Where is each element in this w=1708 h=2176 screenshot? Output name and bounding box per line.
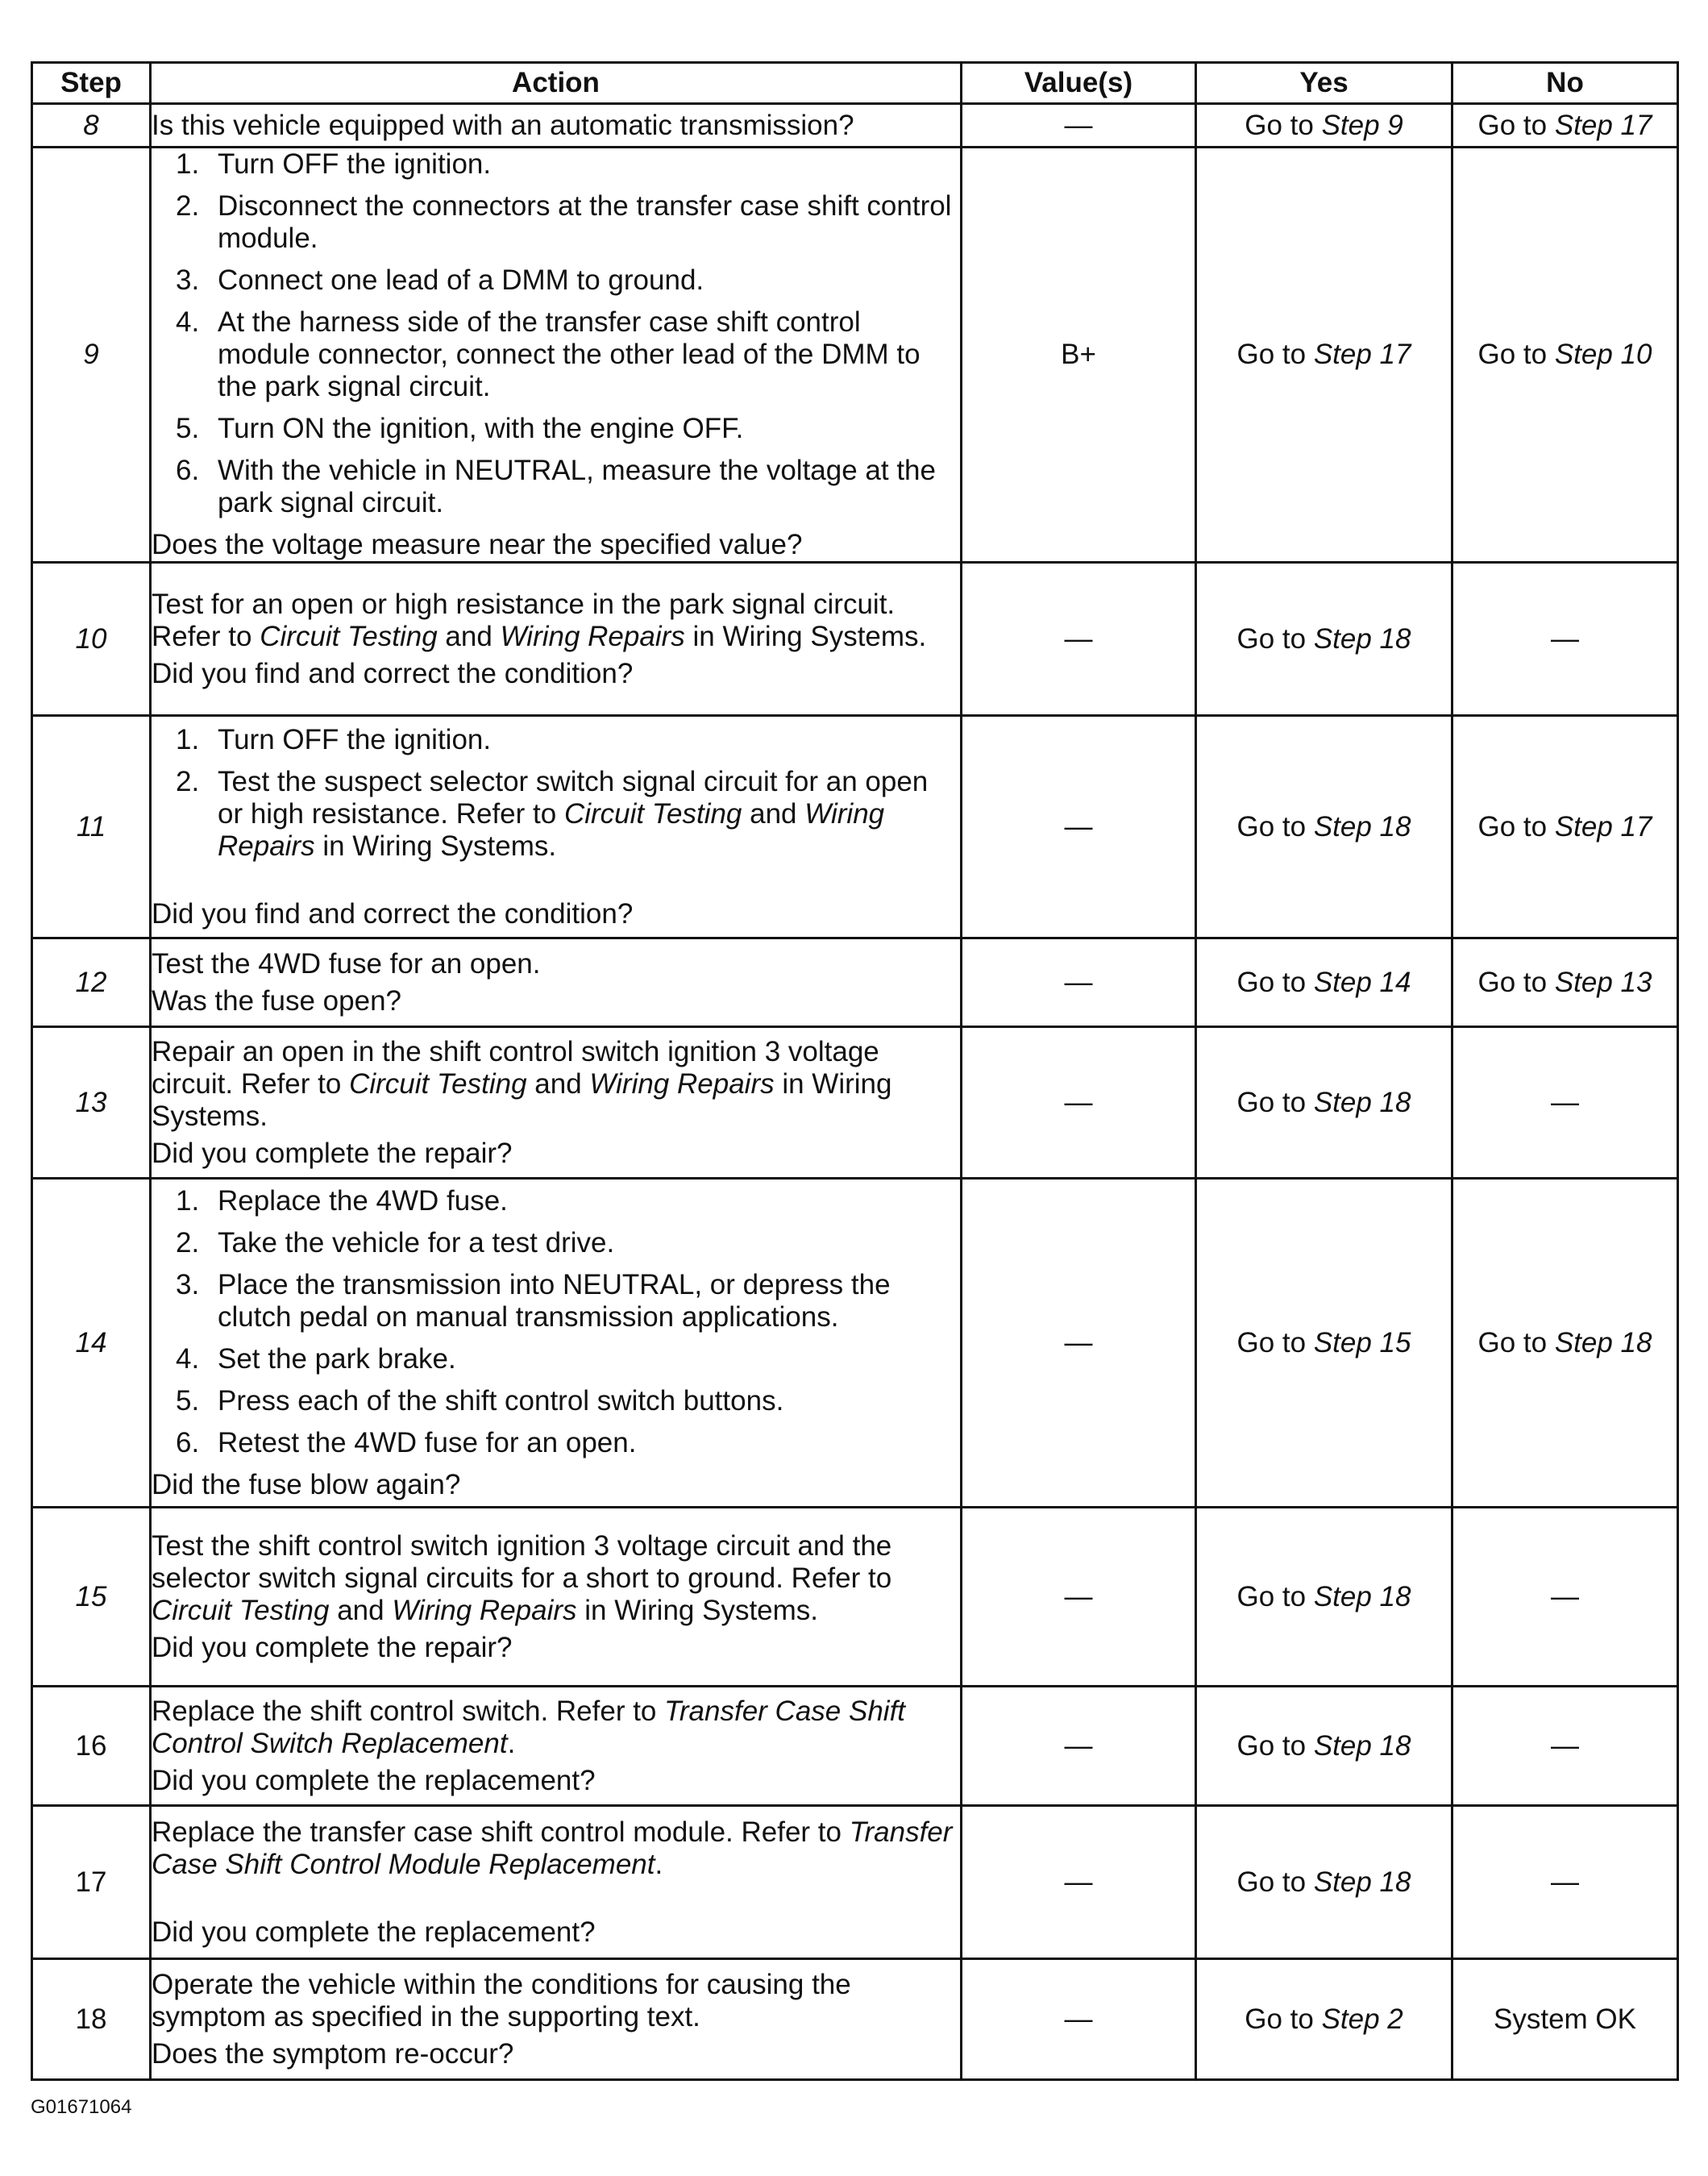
text-segment: Test for an open or high resistance in the park signal circuit. Refer to <box>152 588 896 652</box>
procedure-step-text <box>218 1227 614 1259</box>
procedure-step <box>152 1269 960 1333</box>
value-cell: — <box>962 1179 1196 1508</box>
text-segment: — <box>1551 1866 1579 1898</box>
no-cell <box>1452 1687 1678 1806</box>
yes-cell <box>1196 563 1452 716</box>
text-segment: Go to <box>1245 2003 1322 2035</box>
procedure-step <box>152 1185 960 1217</box>
no-cell <box>1452 938 1678 1027</box>
procedure-step-text <box>218 1343 456 1375</box>
reference-italic: Transfer Case Shift Control Module Replacement <box>152 1816 953 1880</box>
text-segment: Turn OFF the ignition. <box>218 148 492 180</box>
step-number: 10 <box>32 563 151 716</box>
text-segment: Connect one lead of a DMM to ground. <box>218 264 704 296</box>
text-segment: — <box>1551 1086 1579 1118</box>
text-segment: Go to <box>1477 1326 1555 1358</box>
reference-italic: Circuit Testing <box>563 797 742 830</box>
procedure-step <box>152 724 960 756</box>
step-number: 9 <box>32 148 151 563</box>
value-cell: — <box>962 1687 1196 1806</box>
table-row <box>32 1687 1678 1806</box>
text-segment: Go to <box>1477 810 1555 843</box>
text-segment: Go to <box>1236 622 1314 655</box>
value-cell: — <box>962 1027 1196 1179</box>
procedure-step <box>152 1385 960 1417</box>
reference-italic: Transfer Case Shift Control Switch Replacement <box>152 1695 906 1759</box>
procedure-step-text <box>218 766 928 862</box>
yes-cell <box>1196 1806 1452 1959</box>
value-cell: — <box>962 1508 1196 1687</box>
action-text <box>152 1969 960 2033</box>
step-number: 16 <box>32 1687 151 1806</box>
text-segment: and <box>437 620 501 652</box>
procedure-step-number: 5. <box>176 413 200 444</box>
procedure-step <box>152 148 960 181</box>
text-segment: Retest the 4WD fuse for an open. <box>218 1426 637 1458</box>
action-question: Was the fuse open? <box>152 984 402 1017</box>
procedure-step-number: 4. <box>176 306 200 338</box>
procedure-step <box>152 766 960 863</box>
action-text <box>152 110 960 142</box>
no-cell <box>1452 563 1678 716</box>
text-segment: Go to <box>1245 109 1322 141</box>
reference-italic: Wiring Repairs <box>589 1067 775 1100</box>
step-number: 17 <box>32 1806 151 1959</box>
text-segment: Set the park brake. <box>218 1342 456 1375</box>
action-cell <box>151 1959 962 2080</box>
procedure-step-number: 2. <box>176 765 200 797</box>
procedure-step-number: 1. <box>176 1184 200 1217</box>
text-segment: Is this vehicle equipped with an automatic transmission? <box>152 109 854 141</box>
reference-italic: Step 14 <box>1313 966 1411 998</box>
text-segment: . <box>655 1848 663 1880</box>
value-cell: — <box>962 104 1196 148</box>
procedure-step-text <box>218 1185 508 1217</box>
procedure-step-text <box>218 306 920 402</box>
step-number: 11 <box>32 716 151 938</box>
procedure-list <box>152 1185 960 1459</box>
yes-cell <box>1196 1027 1452 1179</box>
procedure-step-number: 3. <box>176 1268 200 1300</box>
header-row <box>32 63 1678 104</box>
step-number: 18 <box>32 1959 151 2080</box>
action-question: Does the symptom re-occur? <box>152 2037 514 2070</box>
action-cell <box>151 1508 962 1687</box>
text-segment: Go to <box>1236 966 1314 998</box>
action-text <box>152 948 960 980</box>
value-cell: — <box>962 716 1196 938</box>
procedure-step-number: 3. <box>176 264 200 296</box>
no-cell <box>1452 1959 1678 2080</box>
table-row <box>32 1959 1678 2080</box>
text-segment: Go to <box>1236 1580 1314 1612</box>
table-row <box>32 1806 1678 1959</box>
value-cell: — <box>962 1806 1196 1959</box>
text-segment: With the vehicle in NEUTRAL, measure the voltage at the park signal circuit. <box>218 455 936 518</box>
table-row <box>32 148 1678 563</box>
action-question: Did you complete the repair? <box>152 1137 513 1169</box>
text-segment: — <box>1551 1729 1579 1762</box>
procedure-step <box>152 1227 960 1259</box>
table-row <box>32 563 1678 716</box>
action-text <box>152 589 960 653</box>
text-segment: Go to <box>1236 1729 1314 1762</box>
text-segment: Replace the transfer case shift control module. Refer to <box>152 1816 850 1848</box>
no-cell <box>1452 1027 1678 1179</box>
text-segment: and <box>742 797 805 830</box>
action-text <box>152 1036 960 1133</box>
reference-italic: Step 17 <box>1554 109 1652 141</box>
header-values: Value(s) <box>962 63 1196 104</box>
procedure-step-text <box>218 724 491 755</box>
action-cell <box>151 716 962 938</box>
procedure-step-number: 4. <box>176 1342 200 1375</box>
text-segment: in Wiring Systems. <box>314 830 557 862</box>
yes-cell <box>1196 148 1452 563</box>
reference-italic: Step 10 <box>1554 339 1652 370</box>
procedure-step-number: 6. <box>176 1426 200 1458</box>
procedure-step-number: 1. <box>176 148 200 180</box>
yes-cell <box>1196 1687 1452 1806</box>
text-segment: Turn ON the ignition, with the engine OFF. <box>218 413 744 444</box>
step-number: 13 <box>32 1027 151 1179</box>
text-segment: Press each of the shift control switch buttons. <box>218 1384 784 1417</box>
value-cell: — <box>962 1959 1196 2080</box>
text-segment: Go to <box>1236 810 1314 843</box>
action-cell <box>151 563 962 716</box>
table-body <box>32 104 1678 2080</box>
action-cell <box>151 938 962 1027</box>
yes-cell <box>1196 1508 1452 1687</box>
action-question: Did you find and correct the condition? <box>152 657 634 689</box>
text-segment: in Wiring Systems. <box>576 1594 819 1626</box>
step-number: 12 <box>32 938 151 1027</box>
reference-italic: Step 17 <box>1554 810 1652 843</box>
table-row <box>32 716 1678 938</box>
procedure-step <box>152 413 960 445</box>
action-question: Does the voltage measure near the specified value? <box>152 529 803 560</box>
text-segment: Go to <box>1236 339 1314 370</box>
reference-italic: Wiring Repairs <box>392 1594 577 1626</box>
reference-italic: Wiring Repairs <box>218 797 885 862</box>
procedure-step <box>152 306 960 403</box>
procedure-list <box>152 148 960 519</box>
yes-cell <box>1196 104 1452 148</box>
action-cell <box>151 1179 962 1508</box>
reference-italic: Step 17 <box>1313 339 1411 370</box>
procedure-step-text <box>218 1269 891 1333</box>
reference-italic: Circuit Testing <box>260 620 438 652</box>
text-segment: — <box>1551 1580 1579 1612</box>
reference-italic: Step 2 <box>1321 2003 1403 2035</box>
action-cell <box>151 1687 962 1806</box>
procedure-step <box>152 1427 960 1459</box>
action-cell <box>151 1806 962 1959</box>
text-segment: Replace the 4WD fuse. <box>218 1184 508 1217</box>
text-segment: Operate the vehicle within the conditions for causing the symptom as specified in the supporting text. <box>152 1968 851 2032</box>
text-segment: System OK <box>1494 2003 1636 2035</box>
text-segment: Test the 4WD fuse for an open. <box>152 947 541 980</box>
action-text <box>152 1530 960 1627</box>
reference-italic: Step 18 <box>1313 622 1411 655</box>
table-row <box>32 1508 1678 1687</box>
step-number: 15 <box>32 1508 151 1687</box>
action-question: Did you complete the repair? <box>152 1631 513 1663</box>
table-row <box>32 1027 1678 1179</box>
no-cell <box>1452 1179 1678 1508</box>
text-segment: Test the suspect selector switch signal circuit for an open or high resistance. Refer to <box>218 765 929 830</box>
table-row <box>32 1179 1678 1508</box>
procedure-step-number: 6. <box>176 455 200 486</box>
text-segment: Test the shift control switch ignition 3 voltage circuit and the selector switch signal circuits for a short to ground. Refer to <box>152 1529 892 1594</box>
reference-italic: Circuit Testing <box>349 1067 527 1100</box>
procedure-step-text <box>218 1427 636 1458</box>
text-segment: Go to <box>1477 109 1555 141</box>
no-cell <box>1452 104 1678 148</box>
action-question: Did the fuse blow again? <box>152 1468 461 1500</box>
reference-italic: Step 18 <box>1313 810 1411 843</box>
procedure-step <box>152 1343 960 1375</box>
step-number: 8 <box>32 104 151 148</box>
reference-italic: Step 18 <box>1554 1326 1652 1358</box>
procedure-step-text <box>218 190 951 254</box>
procedure-step-text <box>218 148 491 180</box>
text-segment: Turn OFF the ignition. <box>218 723 492 755</box>
action-cell <box>151 104 962 148</box>
action-question: Did you find and correct the condition? <box>152 897 634 930</box>
procedure-step-number: 5. <box>176 1384 200 1417</box>
diagnostic-table <box>31 61 1679 2081</box>
procedure-step-text <box>218 455 936 518</box>
header-step: Step <box>32 63 151 104</box>
text-segment: Place the transmission into NEUTRAL, or depress the clutch pedal on manual transmission applications. <box>218 1268 891 1333</box>
reference-italic: Circuit Testing <box>152 1594 330 1626</box>
text-segment: Repair an open in the shift control switch ignition 3 voltage circuit. Refer to <box>152 1035 879 1100</box>
reference-italic: Step 18 <box>1313 1729 1411 1762</box>
procedure-step-text <box>218 413 743 444</box>
reference-italic: Step 18 <box>1313 1580 1411 1612</box>
procedure-step-number: 2. <box>176 190 200 222</box>
procedure-step-text <box>218 264 704 296</box>
text-segment: — <box>1551 622 1579 655</box>
reference-italic: Step 13 <box>1554 966 1652 998</box>
text-segment: Go to <box>1477 339 1555 370</box>
yes-cell <box>1196 716 1452 938</box>
action-cell <box>151 1027 962 1179</box>
procedure-step <box>152 264 960 297</box>
text-segment: and <box>329 1594 393 1626</box>
reference-italic: Step 9 <box>1321 109 1403 141</box>
text-segment: Disconnect the connectors at the transfer case shift control module. <box>218 190 952 254</box>
reference-italic: Wiring Repairs <box>500 620 685 652</box>
yes-cell <box>1196 938 1452 1027</box>
action-cell <box>151 148 962 563</box>
figure-id: G01671064 <box>31 2096 132 2118</box>
text-segment: in Wiring Systems. <box>152 1067 892 1132</box>
procedure-step <box>152 455 960 519</box>
table-row <box>32 938 1678 1027</box>
header-action: Action <box>151 63 962 104</box>
text-segment: Take the vehicle for a test drive. <box>218 1226 615 1259</box>
text-segment: Go to <box>1236 1326 1314 1358</box>
no-cell <box>1452 716 1678 938</box>
table-row <box>32 104 1678 148</box>
no-cell <box>1452 1508 1678 1687</box>
text-segment: Go to <box>1477 966 1555 998</box>
action-text <box>152 1816 960 1881</box>
text-segment: At the harness side of the transfer case shift control module connector, connect the other lead of the DMM to the park signal circuit. <box>218 306 920 402</box>
action-text <box>152 1695 960 1760</box>
header-no: No <box>1452 63 1678 104</box>
yes-cell <box>1196 1959 1452 2080</box>
value-cell: B+ <box>962 148 1196 563</box>
value-cell: — <box>962 938 1196 1027</box>
no-cell <box>1452 1806 1678 1959</box>
procedure-step-text <box>218 1385 783 1417</box>
text-segment: Go to <box>1236 1086 1314 1118</box>
procedure-step-number: 2. <box>176 1226 200 1259</box>
action-question: Did you complete the replacement? <box>152 1764 596 1796</box>
no-cell <box>1452 148 1678 563</box>
reference-italic: Step 18 <box>1313 1866 1411 1898</box>
action-question: Did you complete the replacement? <box>152 1916 596 1948</box>
text-segment: Go to <box>1236 1866 1314 1898</box>
procedure-step <box>152 190 960 255</box>
yes-cell <box>1196 1179 1452 1508</box>
value-cell: — <box>962 563 1196 716</box>
text-segment: and <box>526 1067 590 1100</box>
text-segment: . <box>507 1727 516 1759</box>
header-yes: Yes <box>1196 63 1452 104</box>
procedure-list <box>152 724 960 863</box>
reference-italic: Step 18 <box>1313 1086 1411 1118</box>
text-segment: Replace the shift control switch. Refer to <box>152 1695 665 1727</box>
reference-italic: Step 15 <box>1313 1326 1411 1358</box>
procedure-step-number: 1. <box>176 723 200 755</box>
text-segment: in Wiring Systems. <box>684 620 927 652</box>
step-number: 14 <box>32 1179 151 1508</box>
